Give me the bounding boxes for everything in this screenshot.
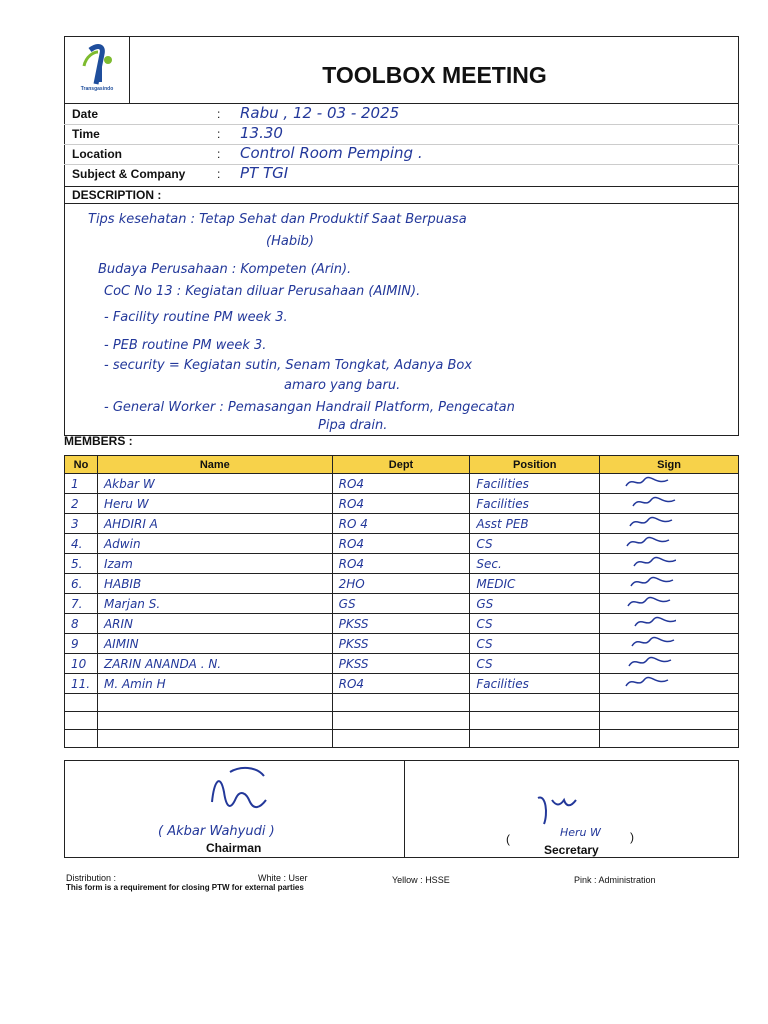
members-label: MEMBERS :	[64, 434, 133, 448]
member-dept: RO4	[332, 534, 470, 554]
member-sign	[600, 730, 739, 748]
member-dept: PKSS	[332, 654, 470, 674]
divider	[64, 103, 739, 104]
table-row	[65, 474, 739, 494]
footer-note: This form is a requirement for closing PTW for external parties	[66, 883, 304, 892]
description-line: - General Worker : Pemasangan Handrail Platform, Pengecatan	[104, 400, 515, 415]
member-no	[65, 712, 98, 730]
member-sign	[600, 534, 739, 554]
divider	[64, 124, 739, 125]
member-dept: RO4	[332, 554, 470, 574]
member-name: Adwin	[97, 534, 332, 554]
member-dept	[332, 712, 470, 730]
member-name: ARIN	[97, 614, 332, 634]
table-row	[65, 634, 739, 654]
member-dept	[332, 694, 470, 712]
description-line: amaro yang baru.	[284, 378, 401, 393]
member-position	[470, 730, 600, 748]
table-row	[65, 654, 739, 674]
member-sign	[600, 514, 739, 534]
distribution-yellow: Yellow : HSSE	[392, 875, 450, 885]
colon: :	[217, 127, 221, 141]
location-label: Location	[72, 147, 122, 161]
form-frame	[64, 36, 739, 436]
distribution-white: White : User	[258, 873, 308, 883]
member-no	[65, 694, 98, 712]
colon: :	[217, 167, 221, 181]
location-value: Control Room Pemping .	[240, 144, 423, 162]
member-sign	[600, 494, 739, 514]
description-line: Pipa drain.	[318, 418, 388, 433]
table-row	[65, 574, 739, 594]
member-position: Asst PEB	[470, 514, 600, 534]
member-dept: RO4	[332, 494, 470, 514]
table-header-row	[65, 456, 739, 474]
table-row	[65, 712, 739, 730]
description-line: (Habib)	[266, 234, 315, 249]
logo-cell	[64, 36, 130, 104]
member-position: CS	[470, 654, 600, 674]
subject-label: Subject & Company	[72, 167, 186, 181]
member-position: CS	[470, 534, 600, 554]
signature-scribble-icon	[606, 494, 676, 510]
table-row	[65, 594, 739, 614]
signature-scribble-icon	[606, 594, 676, 610]
member-no: 11.	[65, 674, 98, 694]
member-dept: PKSS	[332, 634, 470, 654]
member-dept: 2HO	[332, 574, 470, 594]
column-header-sign: Sign	[600, 456, 739, 474]
member-position: Facilities	[470, 674, 600, 694]
member-no: 9	[65, 634, 98, 654]
description-line: Tips kesehatan : Tetap Sehat dan Produktif Saat Berpuasa	[88, 212, 467, 227]
member-no: 6.	[65, 574, 98, 594]
member-name: AHDIRI A	[97, 514, 332, 534]
member-sign	[600, 614, 739, 634]
subject-value: PT TGI	[240, 164, 289, 182]
colon: :	[217, 147, 221, 161]
member-no: 10	[65, 654, 98, 674]
member-dept: RO 4	[332, 514, 470, 534]
member-sign	[600, 474, 739, 494]
description-line: Budaya Perusahaan : Kompeten (Arin).	[98, 262, 352, 277]
member-name	[97, 694, 332, 712]
description-line: CoC No 13 : Kegiatan diluar Perusahaan (AIMIN).	[104, 284, 421, 299]
member-name	[97, 730, 332, 748]
secretary-paren-close: )	[630, 830, 634, 844]
member-dept: PKSS	[332, 614, 470, 634]
member-name: Akbar W	[97, 474, 332, 494]
table-row	[65, 494, 739, 514]
description-line: - PEB routine PM week 3.	[104, 338, 267, 353]
member-sign	[600, 554, 739, 574]
member-name: AIMIN	[97, 634, 332, 654]
secretary-signature-icon	[532, 790, 592, 830]
member-name	[97, 712, 332, 730]
member-no: 3	[65, 514, 98, 534]
chairman-name: ( Akbar Wahyudi )	[158, 824, 275, 839]
divider	[64, 164, 739, 165]
members-body	[65, 474, 739, 748]
member-dept	[332, 730, 470, 748]
member-position: MEDIC	[470, 574, 600, 594]
member-name: ZARIN ANANDA . N.	[97, 654, 332, 674]
table-row	[65, 730, 739, 748]
member-position: GS	[470, 594, 600, 614]
member-sign	[600, 674, 739, 694]
member-sign	[600, 594, 739, 614]
chairman-role: Chairman	[206, 841, 262, 855]
distribution-pink: Pink : Administration	[574, 875, 656, 885]
member-name: Marjan S.	[97, 594, 332, 614]
member-sign	[600, 574, 739, 594]
signature-scribble-icon	[606, 514, 676, 530]
member-dept: RO4	[332, 674, 470, 694]
member-sign	[600, 654, 739, 674]
member-no: 5.	[65, 554, 98, 574]
member-position: Sec.	[470, 554, 600, 574]
member-position: CS	[470, 614, 600, 634]
member-name: M. Amin H	[97, 674, 332, 694]
member-dept: RO4	[332, 474, 470, 494]
page-title: TOOLBOX MEETING	[322, 62, 547, 88]
description-line: - security = Kegiatan sutin, Senam Tongkat, Adanya Box	[104, 358, 473, 373]
member-name: Izam	[97, 554, 332, 574]
table-row	[65, 614, 739, 634]
signature-scribble-icon	[606, 554, 676, 570]
signature-scribble-icon	[606, 614, 676, 630]
column-header-name: Name	[97, 456, 332, 474]
secretary-role: Secretary	[544, 843, 599, 857]
member-no: 4.	[65, 534, 98, 554]
member-position	[470, 694, 600, 712]
signature-scribble-icon	[606, 574, 676, 590]
description-line: - Facility routine PM week 3.	[104, 310, 288, 325]
table-row	[65, 674, 739, 694]
member-position	[470, 712, 600, 730]
column-header-no: No	[65, 456, 98, 474]
signature-scribble-icon	[606, 474, 676, 490]
time-label: Time	[72, 127, 100, 141]
table-row	[65, 694, 739, 712]
secretary-paren-open: (	[506, 832, 510, 846]
date-label: Date	[72, 107, 99, 121]
member-dept: GS	[332, 594, 470, 614]
signature-scribble-icon	[606, 534, 676, 550]
member-name: Heru W	[97, 494, 332, 514]
member-sign	[600, 694, 739, 712]
signature-divider	[404, 760, 405, 858]
member-no: 8	[65, 614, 98, 634]
colon: :	[217, 107, 221, 121]
description-bar	[64, 186, 739, 204]
chairman-signature-icon	[200, 762, 280, 822]
time-value: 13.30	[240, 124, 283, 142]
table-row	[65, 534, 739, 554]
table-row	[65, 554, 739, 574]
distribution-label: Distribution :	[66, 873, 117, 883]
description-label: DESCRIPTION :	[72, 188, 162, 202]
column-header-dept: Dept	[332, 456, 470, 474]
member-position: Facilities	[470, 494, 600, 514]
signature-scribble-icon	[606, 634, 676, 650]
logo-text: Transgasindo	[80, 86, 114, 92]
member-sign	[600, 634, 739, 654]
company-logo-icon	[64, 36, 130, 104]
signature-scribble-icon	[606, 654, 676, 670]
date-value: Rabu , 12 - 03 - 2025	[240, 104, 400, 122]
member-sign	[600, 712, 739, 730]
member-no: 7.	[65, 594, 98, 614]
secretary-name: Heru W	[560, 826, 601, 839]
signature-scribble-icon	[606, 674, 676, 690]
member-position: CS	[470, 634, 600, 654]
members-table	[64, 455, 739, 748]
member-no: 1	[65, 474, 98, 494]
signature-box	[64, 760, 739, 858]
member-no	[65, 730, 98, 748]
column-header-position: Position	[470, 456, 600, 474]
table-row	[65, 514, 739, 534]
member-no: 2	[65, 494, 98, 514]
member-position: Facilities	[470, 474, 600, 494]
member-name: HABIB	[97, 574, 332, 594]
